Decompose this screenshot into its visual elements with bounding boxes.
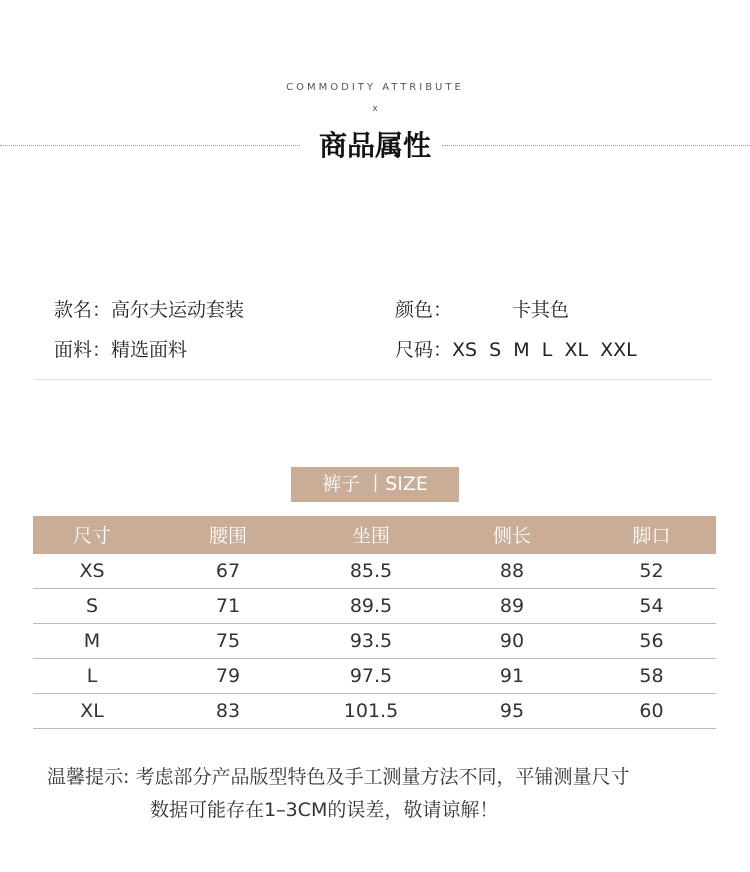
cell-hip: 97.5 — [349, 665, 393, 687]
table-row — [33, 694, 716, 729]
subtitle-mark: x — [372, 104, 378, 114]
header-length: 侧长 — [492, 525, 531, 547]
tip-line-2: 数据可能存在1–3CM的误差，敬请谅解！ — [150, 799, 499, 821]
cell-length: 91 — [499, 665, 525, 687]
cell-length: 95 — [499, 700, 525, 722]
attr-style-value: 高尔夫运动套装 — [111, 299, 245, 321]
cell-waist: 75 — [215, 630, 241, 652]
cell-hem: 56 — [639, 630, 664, 652]
size-section-badge: 裤子 丨SIZE — [291, 467, 459, 502]
attr-color-value: 卡其色 — [512, 299, 570, 321]
cell-size: XS — [79, 560, 105, 582]
cell-length: 89 — [499, 595, 525, 617]
cell-hip: 85.5 — [349, 560, 393, 582]
cell-hem: 60 — [639, 700, 664, 722]
header-hip: 坐围 — [351, 525, 390, 547]
attr-size-label: 尺码： — [395, 339, 453, 361]
cell-hip: 93.5 — [349, 630, 393, 652]
section-subtitle-en: COMMODITY ATTRIBUTE — [286, 82, 464, 93]
cell-waist: 79 — [215, 665, 241, 687]
table-row — [33, 589, 716, 624]
table-row — [33, 554, 716, 589]
table-row — [33, 659, 716, 694]
attr-fabric — [54, 335, 187, 362]
size-table — [33, 516, 716, 729]
cell-hip: 101.5 — [343, 700, 399, 722]
tip-line-1: 温馨提示: 考虑部分产品版型特色及手工测量方法不同，平铺测量尺寸 — [47, 766, 630, 788]
attributes-divider — [34, 379, 712, 380]
attr-style — [54, 295, 244, 322]
cell-size: L — [86, 665, 98, 687]
header-waist: 腰围 — [208, 525, 247, 547]
attr-size — [395, 335, 637, 362]
attr-fabric-label: 面料： — [54, 339, 112, 361]
cell-hem: 58 — [639, 665, 664, 687]
cell-waist: 83 — [215, 700, 241, 722]
cell-hem: 52 — [639, 560, 664, 582]
attr-fabric-value: 精选面料 — [111, 339, 188, 361]
cell-hip: 89.5 — [349, 595, 393, 617]
cell-length: 88 — [499, 560, 525, 582]
cell-size: XL — [80, 700, 104, 722]
header-hem: 脚口 — [632, 525, 671, 547]
cell-waist: 67 — [215, 560, 241, 582]
section-title: 商品属性 — [318, 129, 431, 162]
attr-style-label: 款名： — [54, 299, 112, 321]
table-header — [33, 516, 716, 554]
cell-length: 90 — [499, 630, 525, 652]
cell-size: S — [85, 595, 99, 617]
header-size: 尺寸 — [72, 525, 111, 547]
cell-waist: 71 — [215, 595, 241, 617]
attr-color-label: 颜色： — [395, 299, 453, 321]
cell-size: M — [83, 630, 101, 652]
cell-hem: 54 — [639, 595, 664, 617]
attr-size-value: XS S M L XL XXL — [452, 339, 637, 361]
table-row — [33, 624, 716, 659]
